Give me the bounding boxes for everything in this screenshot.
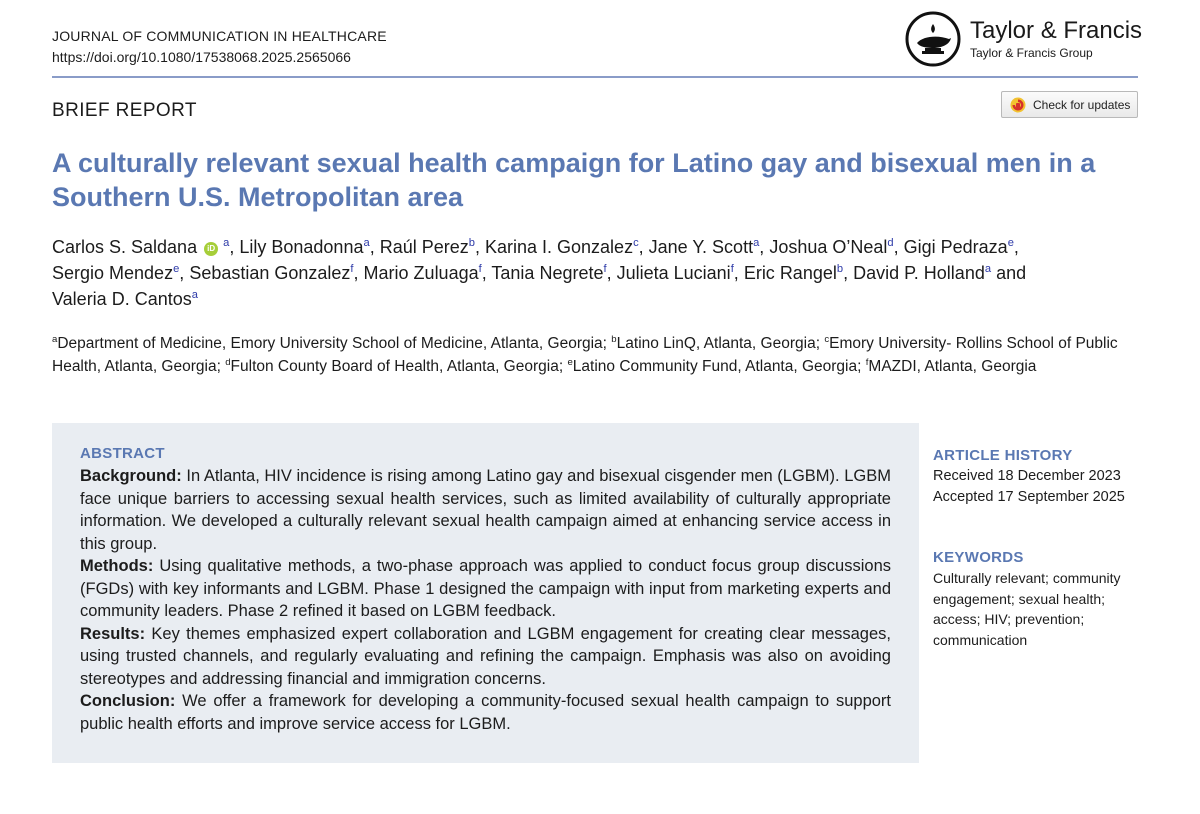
- received-date: Received 18 December 2023: [933, 468, 1121, 484]
- affiliations: $^a$Department of Medicine, Emory University School of Medicine, Atlanta, Georgia; $^b$Latino LinQ, Atlanta, Georgia; $^c$Emory University- Rollins School of Public Health, Atlanta, Georgia; $^d$Fulton County Board of Health, Atlanta, Georgia; $^e$Latino Community Fund, Atlanta, Georgia; $^f$MAZDI, Atlanta, Georgia: [52, 333, 1118, 375]
- doi-link[interactable]: https://doi.org/10.1080/17538068.2025.2565066: [52, 49, 351, 65]
- affiliation: MAZDI, Atlanta, Georgia: [868, 358, 1037, 375]
- article-history-heading: ARTICLE HISTORY: [933, 447, 1073, 464]
- author[interactable]: Sebastian Gonzalez$^f$: [189, 263, 354, 283]
- publisher-group: Taylor & Francis Group: [970, 46, 1093, 60]
- author[interactable]: Gigi Pedraza$^e$: [903, 237, 1014, 257]
- accepted-date: Accepted 17 September 2025: [933, 488, 1125, 505]
- author[interactable]: Carlos S. Saldana iD $^a$: [52, 237, 230, 257]
- author[interactable]: Karina I. Gonzalez$^c$: [484, 237, 639, 257]
- abstract-results: Results: Key themes emphasized expert collaboration and LGBM engagement for creating clear messages, using trusted channels, and regularly evaluating and refining the campaign. Emphasis was also on avoiding stereotypes and addressing financial and immigration concerns.: [80, 624, 891, 688]
- author-list: Carlos S. Saldana iD $^a$, Lily Bonadonna$^a$, Raúl Perez$^b$, Karina I. Gonzalez$^c$, Jane Y. Scott$^a$, Joshua O’Neal$^d$, Gigi Pedraza$^e$, Sergio Mendez$^e$, Sebastian Gonzalez$^f$, Mario Zuluaga$^f$, Tania Negrete$^f$, Julieta Luciani$^f$, Eric Rangel$^b$, David P. Holland$^a$ and Valeria D. Cantos$^a$: [52, 237, 1027, 309]
- affiliation: Latino LinQ, Atlanta, Georgia;: [616, 335, 820, 352]
- author[interactable]: Sergio Mendez$^e$: [52, 263, 180, 283]
- check-updates-label: Check for updates: [1033, 97, 1131, 112]
- check-for-updates-button[interactable]: [1001, 91, 1138, 118]
- orcid-icon[interactable]: iD: [204, 242, 218, 256]
- lamp-icon: [904, 10, 962, 68]
- abstract-background: Background: In Atlanta, HIV incidence is rising among Latino gay and bisexual cisgender men (LGBM). LGBM face unique barriers to accessing sexual health services, such as limited availability of culturally appropriate information. We developed a culturally relevant sexual health campaign aimed at enhancing service access in this group.: [80, 467, 891, 553]
- header-divider: [52, 76, 1138, 78]
- keywords: [933, 549, 1148, 650]
- author[interactable]: Eric Rangel$^b$: [743, 263, 844, 283]
- author[interactable]: Tania Negrete$^f$: [491, 263, 607, 283]
- abstract-methods: Methods: Using qualitative methods, a two-phase approach was applied to conduct focus group discussions (FGDs) with key informants and LGBM. Phase 1 designed the campaign with input from marketing experts and community leaders. Phase 2 refined it based on LGBM feedback.: [80, 557, 891, 620]
- author[interactable]: Julieta Luciani$^f$: [616, 263, 734, 283]
- affiliation: Latino Community Fund, Atlanta, Georgia;: [572, 358, 862, 375]
- author[interactable]: David P. Holland$^a$: [853, 263, 992, 283]
- journal-name: JOURNAL OF COMMUNICATION IN HEALTHCARE: [52, 28, 387, 44]
- abstract-heading: ABSTRACT: [80, 445, 165, 462]
- affiliation: Department of Medicine, Emory University School of Medicine, Atlanta, Georgia;: [57, 335, 607, 352]
- article-title: A culturally relevant sexual health campaign for Latino gay and bisexual men in a Southern U.S. Metropolitan area: [52, 148, 1096, 212]
- author[interactable]: Mario Zuluaga$^f$: [363, 263, 482, 283]
- abstract-body: [80, 465, 891, 735]
- publisher-branding: [904, 10, 1154, 68]
- author[interactable]: Joshua O’Neal$^d$: [769, 237, 894, 257]
- affiliation: Fulton County Board of Health, Atlanta, Georgia;: [230, 358, 564, 375]
- abstract-box: [52, 423, 919, 763]
- author[interactable]: Raúl Perez$^b$: [379, 237, 475, 257]
- keywords-list: Culturally relevant; community engagement; sexual health; access; HIV; prevention; communication: [933, 570, 1121, 648]
- abstract-conclusion: Conclusion: We offer a framework for developing a community-focused sexual health campaign to support public health efforts and improve service access for LGBM.: [80, 692, 891, 733]
- keywords-heading: KEYWORDS: [933, 549, 1024, 566]
- article-history: [933, 447, 1148, 507]
- check-updates-icon: [1010, 97, 1026, 113]
- author[interactable]: Jane Y. Scott$^a$: [648, 237, 760, 257]
- author-conjunction: and: [996, 263, 1027, 283]
- author[interactable]: Lily Bonadonna$^a$: [239, 237, 370, 257]
- affiliation: Emory University- Rollins School of Public Health, Atlanta, Georgia;: [52, 335, 1118, 375]
- author[interactable]: Valeria D. Cantos$^a$: [52, 289, 198, 309]
- section-label: BRIEF REPORT: [52, 100, 197, 121]
- publisher-name: Taylor & Francis: [970, 17, 1143, 44]
